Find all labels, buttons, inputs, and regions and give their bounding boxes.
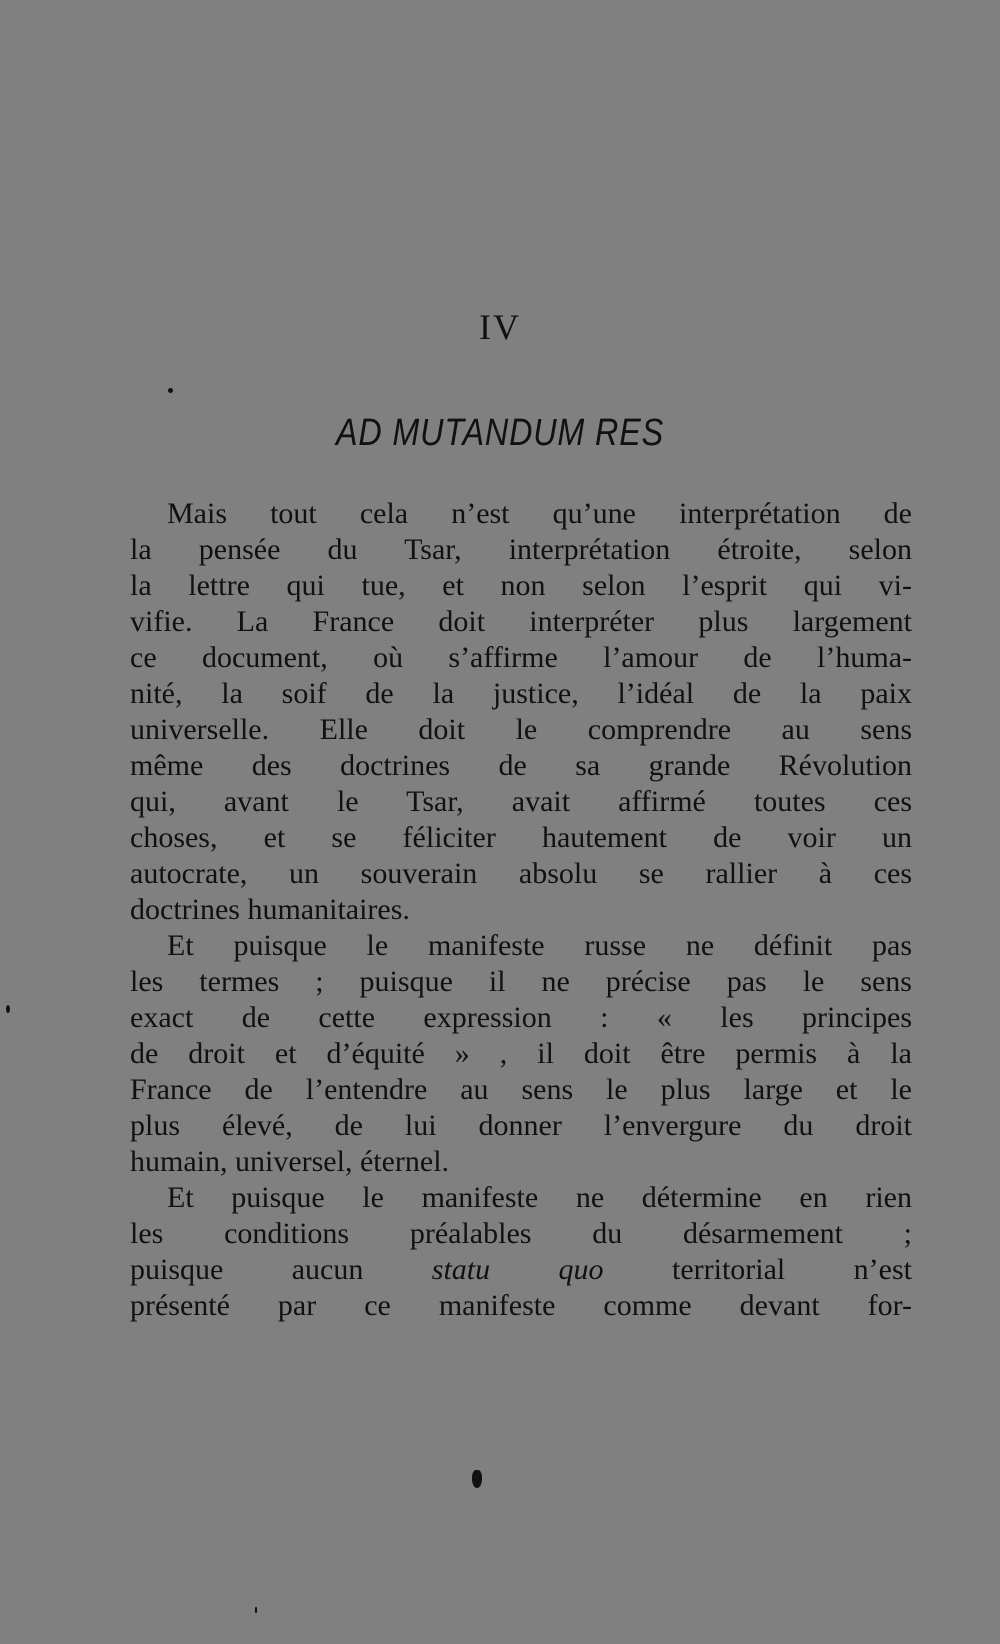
text-line: la pensée du Tsar, interprétation étroite, selon: [130, 533, 912, 566]
text-segment: puisque aucun: [130, 1253, 432, 1286]
text-line: exact de cette expression : « les principes: [130, 1001, 912, 1034]
ink-speck: [6, 1005, 10, 1013]
chapter-title: AD MUTANDUM RES: [336, 412, 664, 454]
text-line: France de l’entendre au sens le plus large et le: [130, 1073, 912, 1106]
text-line: Mais tout cela n’est qu’une interprétation de: [167, 497, 912, 530]
text-line: autocrate, un souverain absolu se rallier à ces: [130, 857, 912, 890]
text-line: les conditions préalables du désarmement ;: [130, 1217, 912, 1250]
text-segment: territorial n’est: [603, 1253, 912, 1286]
text-line: ce document, où s’affirme l’amour de l’huma-: [130, 641, 912, 674]
ink-blot: [472, 1470, 482, 1488]
italic-phrase: statu quo: [431, 1253, 604, 1286]
text-line: nité, la soif de la justice, l’idéal de la paix: [130, 677, 912, 710]
text-line: présenté par ce manifeste comme devant for-: [130, 1289, 912, 1322]
text-line: même des doctrines de sa grande Révolution: [130, 749, 912, 782]
text-line: la lettre qui tue, et non selon l’esprit qui vi-: [130, 569, 912, 602]
text-line: choses, et se féliciter hautement de voir un: [130, 821, 912, 854]
text-line: humain, universel, éternel.: [130, 1145, 450, 1178]
text-line: Et puisque le manifeste ne détermine en rien: [167, 1181, 912, 1214]
text-line: vifie. La France doit interpréter plus largement: [130, 605, 912, 638]
text-line: doctrines humanitaires.: [130, 893, 410, 926]
text-line: Et puisque le manifeste russe ne définit pas: [167, 929, 912, 962]
chapter-number: IV: [479, 307, 521, 347]
body-text: [130, 496, 912, 1324]
ink-speck: [255, 1607, 257, 1613]
ink-speck: [168, 388, 173, 393]
text-line: universelle. Elle doit le comprendre au sens: [130, 713, 912, 746]
text-line: qui, avant le Tsar, avait affirmé toutes ces: [130, 785, 912, 818]
text-line-with-italic: [130, 1252, 912, 1288]
text-line: les termes ; puisque il ne précise pas le sens: [130, 965, 912, 998]
text-line: de droit et d’équité » , il doit être permis à la: [130, 1037, 912, 1070]
text-line: plus élevé, de lui donner l’envergure du droit: [130, 1109, 912, 1142]
